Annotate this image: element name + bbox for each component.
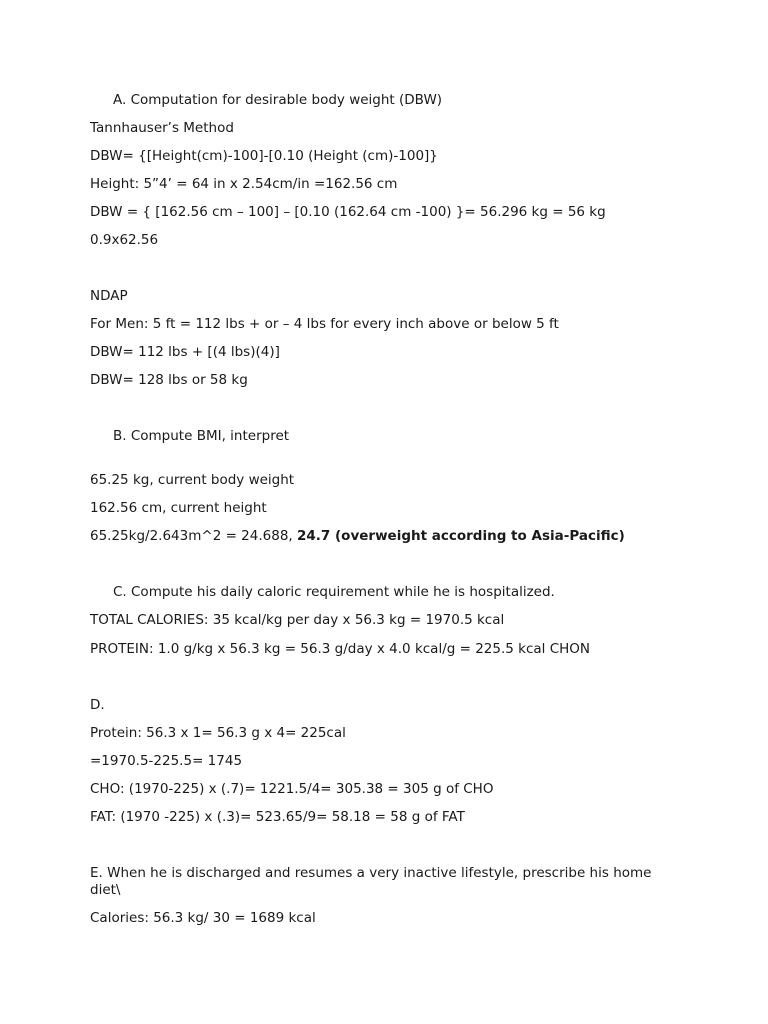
home-diet-calories: Calories: 56.3 kg/ 30 = 1689 kcal: [90, 910, 316, 926]
ndap-formula: DBW= 112 lbs + [(4 lbs)(4)]: [90, 344, 280, 360]
section-a-heading: A. Computation for desirable body weight (DBW): [113, 92, 443, 108]
bmi-line: [90, 528, 680, 545]
total-calories: TOTAL CALORIES: 35 kcal/kg per day x 56.3 kg = 1970.5 kcal: [90, 612, 505, 628]
section-b-heading: B. Compute BMI, interpret: [113, 428, 290, 444]
bmi-interpretation: 24.7 (overweight according to Asia-Pacific): [297, 528, 625, 544]
dbw-formula: DBW= {[Height(cm)-100]-[0.10 (Height (cm)-100]}: [90, 148, 438, 164]
ndap-rule: For Men: 5 ft = 112 lbs + or – 4 lbs for every inch above or below 5 ft: [90, 316, 559, 332]
fat-calculation: FAT: (1970 -225) x (.3)= 523.65/9= 58.18 = 58 g of FAT: [90, 809, 465, 825]
height-conversion: Height: 5”4’ = 64 in x 2.54cm/in =162.56 cm: [90, 176, 398, 192]
protein-calculation: Protein: 56.3 x 1= 56.3 g x 4= 225cal: [90, 725, 346, 741]
ndap-result: DBW= 128 lbs or 58 kg: [90, 372, 248, 388]
section-c-heading: C. Compute his daily caloric requirement while he is hospitalized.: [113, 584, 555, 600]
ndap-title: NDAP: [90, 288, 128, 304]
section-d-heading: D.: [90, 697, 105, 713]
tannhauser-method-title: Tannhauser’s Method: [90, 120, 234, 136]
section-e-heading: E. When he is discharged and resumes a very inactive lifestyle, prescribe his home diet\: [90, 865, 652, 898]
dbw-calculation: DBW = { [162.56 cm – 100] – [0.10 (162.64 cm -100) }= 56.296 kg = 56 kg: [90, 204, 606, 220]
cho-calculation: CHO: (1970-225) x (.7)= 1221.5/4= 305.38 = 305 g of CHO: [90, 781, 494, 797]
current-height: 162.56 cm, current height: [90, 500, 267, 516]
alt-calculation: 0.9x62.56: [90, 232, 159, 248]
current-body-weight: 65.25 kg, current body weight: [90, 472, 295, 488]
remaining-calories: =1970.5-225.5= 1745: [90, 753, 243, 769]
bmi-calculation: 65.25kg/2.643m^2 = 24.688,: [90, 528, 297, 544]
protein-requirement: PROTEIN: 1.0 g/kg x 56.3 kg = 56.3 g/day x 4.0 kcal/g = 225.5 kcal CHON: [90, 641, 591, 657]
